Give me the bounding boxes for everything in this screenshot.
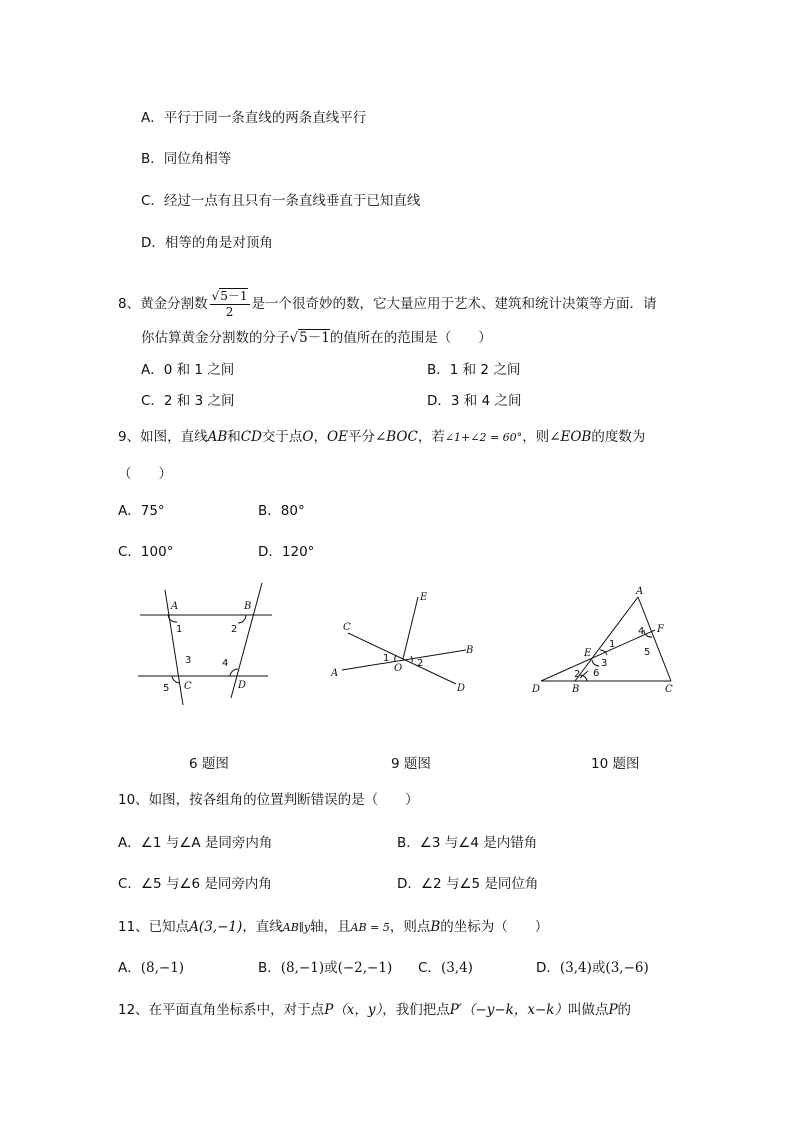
q11-length: AB = 5 <box>350 921 390 934</box>
q11-parallel: AB∥y <box>282 921 311 934</box>
q11-t1: 11、已知点 <box>118 919 190 935</box>
q12-point-p-ref: P <box>608 1002 618 1018</box>
fig6-num-4: 4 <box>222 658 229 669</box>
fig10-arc-1 <box>600 650 607 655</box>
fig9-label-d: D <box>457 683 466 694</box>
q10-option-d: D．∠2 与∠5 是同位角 <box>397 876 539 892</box>
fig6-num-1: 1 <box>176 624 183 635</box>
q8-text2b: 的值所在的范围是（ ） <box>329 330 492 346</box>
fig9-line-ab <box>342 650 466 670</box>
fig6-label-b: B <box>244 601 252 612</box>
q11-t3: 轴，且 <box>310 919 351 935</box>
q11-t4: ，则点 <box>389 919 431 935</box>
fig10-caption: 10 题图 <box>591 756 640 772</box>
q8-stem-line2: 你估算黄金分割数的分子√5－1的值所在的范围是（ ） <box>141 330 492 346</box>
fig6-arc-4 <box>230 669 238 676</box>
q11-option-d <box>536 959 649 977</box>
fig9-num-1: 1 <box>383 653 390 664</box>
q11-option-a-label: A． <box>118 960 141 976</box>
q9-option-d: D．120° <box>258 544 315 560</box>
fig10-num-3: 3 <box>601 658 608 669</box>
q9-t1: 9、如图，直线 <box>118 429 208 445</box>
q11-option-b-or: 或 <box>324 960 338 976</box>
fig10-arc-3 <box>592 660 599 666</box>
frac-numerator: 5－1 <box>220 288 248 303</box>
fig10-label-e: E <box>584 648 592 659</box>
q12-t4: 的 <box>617 1002 632 1018</box>
fig6-label-a: A <box>171 601 179 612</box>
q8-option-a: A．0 和 1 之间 <box>141 362 235 378</box>
q11-option-d-value1: (3,4) <box>559 960 592 976</box>
q10-option-b: B．∠3 与∠4 是内错角 <box>397 835 538 851</box>
golden-ratio-fraction: $\frac{√5-1}{2}$ <box>211 288 248 319</box>
fig6-num-5: 5 <box>163 683 170 694</box>
q11-option-a-value: (8,−1) <box>140 960 185 976</box>
fig10-num-6: 6 <box>593 668 600 679</box>
q11-option-c <box>418 959 473 977</box>
fig10-num-1: 1 <box>609 639 616 650</box>
q9-t7: ，则 <box>522 429 550 445</box>
q9-line-ab: AB <box>207 429 228 445</box>
fig6-arc-5 <box>172 676 180 683</box>
q11-option-b-value2: (−2,−1) <box>337 960 393 976</box>
q11-option-d-value2: (3,−6) <box>605 960 649 976</box>
fig6-arc-1 <box>168 615 177 622</box>
fig9-line-cd <box>348 633 456 684</box>
q7-option-c: C．经过一点有且只有一条直线垂直于已知直线 <box>141 193 421 209</box>
q12-point-p: P（x，y） <box>324 1002 383 1018</box>
q11-point-b: B <box>430 919 441 935</box>
q9-t8: 的度数为 <box>591 429 646 445</box>
q7-option-d: D．相等的角是对顶角 <box>141 235 273 251</box>
q11-stem <box>118 918 548 937</box>
q12-t3: 叫做点 <box>567 1002 609 1018</box>
q8-sqrt-arg: 5－1 <box>299 330 330 346</box>
q11-option-a <box>118 959 184 977</box>
q9-t5: 平分 <box>347 429 375 445</box>
fig6-num-3: 3 <box>185 655 192 666</box>
q9-ray-oe: OE <box>327 429 348 445</box>
q11-option-b-label: B． <box>258 960 281 976</box>
fig10-label-d: D <box>532 684 541 695</box>
q7-option-a: A．平行于同一条直线的两条直线平行 <box>141 110 367 126</box>
q12-t1: 12、在平面直角坐标系中，对于点 <box>118 1002 325 1018</box>
fig6-label-d: D <box>238 680 247 691</box>
q9-t3: 交于点 <box>261 429 303 445</box>
fig9-caption: 9 题图 <box>391 756 431 772</box>
q8-option-b: B．1 和 2 之间 <box>427 362 521 378</box>
q11-t2: ，直线 <box>242 919 283 935</box>
q11-option-d-label: D． <box>536 960 560 976</box>
q11-option-c-label: C． <box>418 960 441 976</box>
q12-point-p-prime: P′（−y−k，x−k） <box>449 1002 568 1018</box>
fig6-label-c: C <box>184 681 192 692</box>
fig6-arc-2 <box>238 615 246 623</box>
fig10-num-4: 4 <box>638 626 645 637</box>
fig10-label-a: A <box>636 586 644 597</box>
q12-t2: ，我们把点 <box>382 1002 450 1018</box>
fig10-label-f: F <box>657 624 664 635</box>
q8-text2a: 你估算黄金分割数的分子 <box>141 330 290 346</box>
q8-option-c: C．2 和 3 之间 <box>141 393 235 409</box>
fig10-side-ba <box>575 597 638 681</box>
q9-angle-boc: ∠BOC <box>374 429 418 445</box>
q11-option-b <box>258 959 392 977</box>
q11-t5: 的坐标为（ ） <box>440 919 549 935</box>
frac-denominator: 2 <box>225 304 234 319</box>
fig6-num-2: 2 <box>231 624 238 635</box>
q9-paren: （ ） <box>118 466 172 482</box>
fig9-label-a: A <box>331 668 339 679</box>
fig9-label-c: C <box>343 622 351 633</box>
q7-option-b: B．同位角相等 <box>141 151 232 167</box>
fig9-num-2: 2 <box>417 658 424 669</box>
q10-stem: 10、如图，按各组角的位置判断错误的是（ ） <box>118 792 419 808</box>
q11-point-a: A(3,−1) <box>189 919 243 935</box>
fig9-arc-1 <box>395 655 396 661</box>
fig9-arc-2 <box>411 656 412 662</box>
q8-text1: 是一个很奇妙的数，它大量应用于艺术、建筑和统计决策等方面．请 <box>251 296 657 312</box>
q11-option-d-or: 或 <box>591 960 606 976</box>
q12-stem <box>118 1001 631 1019</box>
q9-condition: ∠1+∠2 = 60° <box>444 431 523 444</box>
q9-option-c: C．100° <box>118 544 174 560</box>
q9-option-a: A．75° <box>118 503 165 519</box>
q10-option-c: C．∠5 与∠6 是同旁内角 <box>118 876 272 892</box>
q9-option-b: B．80° <box>258 503 305 519</box>
fig9-ray-oe <box>403 597 418 659</box>
q9-t2: 和 <box>227 429 241 445</box>
fig6-left-transversal <box>165 590 183 705</box>
q9-line-cd: CD <box>240 429 262 445</box>
fig10-arc-4 <box>644 630 652 637</box>
q8-prefix: 8、黄金分割数 <box>118 296 208 312</box>
fig9-label-e: E <box>420 592 428 603</box>
fig6-caption: 6 题图 <box>189 756 229 772</box>
q8-stem-line1 <box>118 286 657 322</box>
fig10-label-c: C <box>665 684 673 695</box>
fig10-arc-2 <box>580 675 587 681</box>
q9-angle-eob: ∠EOB <box>549 429 592 445</box>
fig10-side-ac <box>638 597 671 681</box>
fig10-label-b: B <box>572 684 580 695</box>
fig10-line-df <box>541 630 655 681</box>
fig9-label-o: O <box>394 663 403 674</box>
fig9-label-b: B <box>466 645 474 656</box>
fig10-tick-6 <box>580 671 588 678</box>
q8-option-d: D．3 和 4 之间 <box>427 393 522 409</box>
q11-option-c-value: (3,4) <box>440 960 473 976</box>
q10-option-a: A．∠1 与∠A 是同旁内角 <box>118 835 273 851</box>
q11-option-b-value1: (8,−1) <box>280 960 325 976</box>
q9-t4: ， <box>313 429 327 445</box>
fig6-right-transversal <box>231 583 262 698</box>
q9-point-o: O <box>302 429 314 445</box>
fig10-num-2: 2 <box>574 669 581 680</box>
fig10-num-5: 5 <box>644 647 651 658</box>
q9-stem <box>118 428 645 447</box>
q9-t6: ，若 <box>417 429 445 445</box>
